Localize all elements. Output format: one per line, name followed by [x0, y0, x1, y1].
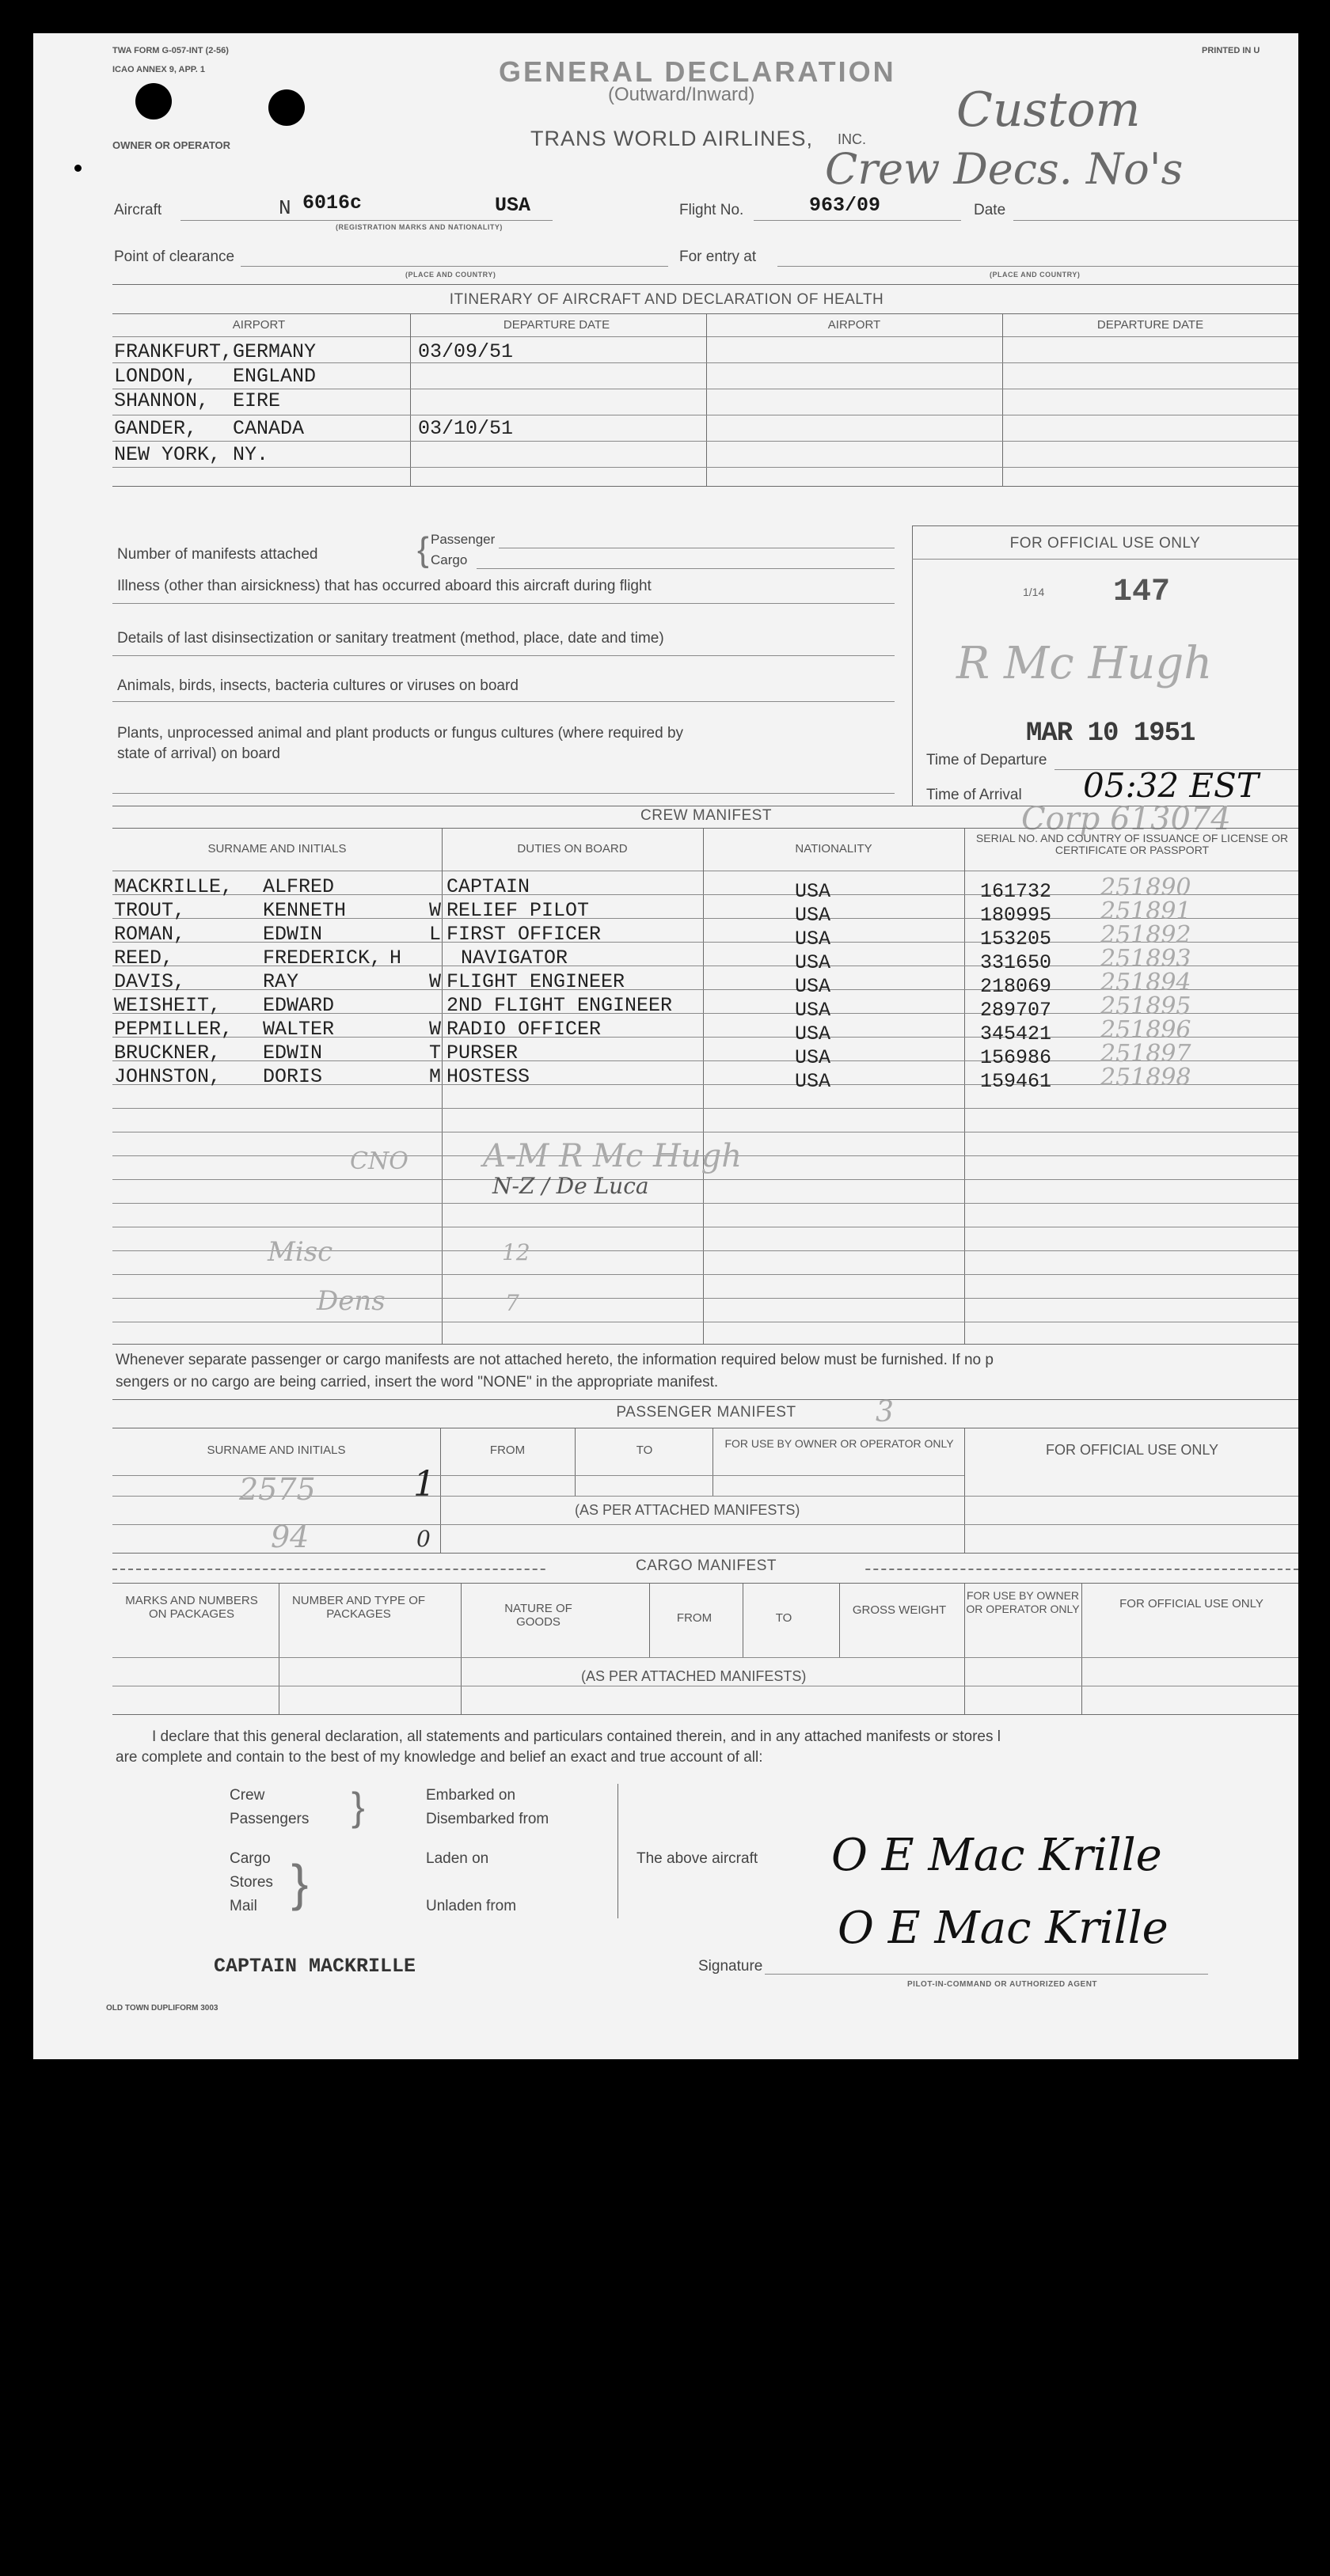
- registration-caption: (REGISTRATION MARKS AND NATIONALITY): [336, 223, 503, 231]
- official-stamp-number: 147: [1113, 575, 1171, 610]
- crew-surname: DAVIS,: [114, 970, 186, 993]
- crew-duty: 2ND FLIGHT ENGINEER: [446, 994, 673, 1017]
- printed-in: PRINTED IN U: [1202, 46, 1260, 55]
- signature-pilot: O E Mac Krille: [838, 1903, 1168, 1954]
- cargo-header-marks: MARKS AND NUMBERS ON PACKAGES: [125, 1594, 258, 1621]
- declaration-unladen-label: Unladen from: [426, 1898, 517, 1914]
- aircraft-nationality: USA: [495, 194, 531, 217]
- crew-serial: 161732: [980, 880, 1052, 903]
- cargo-header-number: NUMBER AND TYPE OF PACKAGES: [291, 1594, 426, 1621]
- crew-duty: FIRST OFFICER: [446, 923, 602, 946]
- crew-initial: W: [429, 970, 442, 993]
- crew-surname: REED,: [114, 947, 174, 969]
- crew-serial-handwritten: 251894: [1100, 969, 1191, 996]
- crew-surname: JOHNSTON,: [114, 1065, 222, 1088]
- itinerary-title: ITINERARY OF AIRCRAFT AND DECLARATION OF HEALTH: [449, 291, 884, 308]
- crew-serial-handwritten: 251897: [1100, 1040, 1191, 1068]
- flight-label: Flight No.: [679, 202, 744, 218]
- crew-serial-handwritten: 251892: [1100, 921, 1191, 949]
- crew-first-name: EDWIN: [263, 923, 323, 946]
- passenger-handwritten-1b: 1: [413, 1464, 435, 1504]
- crew-duty: RADIO OFFICER: [446, 1018, 602, 1041]
- passenger-attached-note: (AS PER ATTACHED MANIFESTS): [575, 1502, 800, 1518]
- itinerary-departure-date: 03/09/51: [418, 340, 514, 363]
- crew-manifest-title: CREW MANIFEST: [640, 807, 772, 824]
- crew-serial: 156986: [980, 1046, 1052, 1069]
- crew-initial: W: [429, 899, 442, 922]
- crew-surname: ROMAN,: [114, 923, 186, 946]
- crew-serial-handwritten: 251891: [1100, 897, 1191, 925]
- cargo-header-weight: GROSS WEIGHT: [852, 1603, 947, 1617]
- crew-initial: T: [429, 1041, 442, 1064]
- crew-duty: CAPTAIN: [446, 875, 530, 898]
- disinsectization-label: Details of last disinsectization or sanitary treatment (method, place, date and time): [117, 630, 664, 647]
- itinerary-departure-date: 03/10/51: [418, 417, 514, 440]
- crew-nationality: USA: [795, 880, 831, 903]
- declaration-text-2: are complete and contain to the best of my knowledge and belief an exact and true account of all:: [116, 1749, 763, 1766]
- manifests-brace: {: [417, 530, 429, 569]
- crew-handwritten-dens: Dens: [317, 1285, 386, 1317]
- declaration-form: [33, 33, 1298, 2059]
- crew-nationality: USA: [795, 928, 831, 950]
- cargo-header-from: FROM: [676, 1611, 712, 1625]
- passenger-handwritten-1: 2575: [239, 1472, 316, 1507]
- official-stamp-small: 1/14: [1023, 586, 1045, 598]
- handwritten-note-crew: Crew Decs. No's: [825, 144, 1184, 194]
- icao-reference: ICAO ANNEX 9, APP. 1: [112, 65, 205, 74]
- date-label: Date: [974, 202, 1006, 218]
- declaration-stores-label: Stores: [230, 1874, 273, 1891]
- crew-serial: 345421: [980, 1022, 1052, 1045]
- itinerary-airport: NEW YORK, NY.: [114, 443, 269, 466]
- clearance-caption: (PLACE AND COUNTRY): [405, 271, 496, 279]
- declaration-embarked-label: Embarked on: [426, 1787, 516, 1804]
- declaration-above-aircraft: The above aircraft: [636, 1850, 758, 1867]
- passenger-header-from: FROM: [489, 1444, 526, 1457]
- passenger-header-surname: SURNAME AND INITIALS: [207, 1444, 346, 1457]
- crew-serial: 331650: [980, 951, 1052, 974]
- cargo-manifest-title: CARGO MANIFEST: [548, 1557, 864, 1575]
- owner-operator-label: OWNER OR OPERATOR: [112, 139, 231, 151]
- crew-nationality: USA: [795, 1022, 831, 1045]
- entry-label: For entry at: [679, 248, 757, 265]
- crew-serial-handwritten: 251890: [1100, 874, 1191, 901]
- crew-row-rule: [112, 1108, 1298, 1109]
- crew-handwritten-nz: N-Z / De Luca: [492, 1173, 649, 1199]
- illness-label: Illness (other than airsickness) that has occurred aboard this aircraft during flight: [117, 578, 652, 594]
- manifest-instructions: Whenever separate passenger or cargo manifests are not attached hereto, the information required below must be furnished. If no p: [116, 1352, 994, 1368]
- crew-header-duties: DUTIES ON BOARD: [517, 842, 628, 856]
- crew-first-name: EDWARD: [263, 994, 335, 1017]
- crew-serial: 289707: [980, 999, 1052, 1022]
- crew-nationality: USA: [795, 999, 831, 1022]
- crew-nationality: USA: [795, 904, 831, 927]
- crew-serial-handwritten: 251893: [1100, 945, 1191, 973]
- brace-icon: }: [291, 1854, 309, 1911]
- crew-initial: M: [429, 1065, 442, 1088]
- signature-label: Signature: [698, 1958, 763, 1975]
- crew-surname: BRUCKNER,: [114, 1041, 222, 1064]
- crew-header-surname: SURNAME AND INITIALS: [207, 842, 347, 856]
- passenger-handwritten-count: 3: [876, 1396, 894, 1428]
- crew-duty: RELIEF PILOT: [446, 899, 590, 922]
- crew-first-name: KENNETH: [263, 899, 347, 922]
- crew-duty: FLIGHT ENGINEER: [446, 970, 625, 993]
- itinerary-header-departure-2: DEPARTURE DATE: [1096, 318, 1204, 332]
- declaration-disembarked-label: Disembarked from: [426, 1811, 549, 1827]
- crew-header-serial: SERIAL NO. AND COUNTRY OF ISSUANCE OF LICENSE OR CERTIFICATE OR PASSPORT: [975, 832, 1289, 856]
- official-initials: R Mc Hugh: [956, 638, 1213, 689]
- manifest-instructions-2: sengers or no cargo are being carried, insert the word "NONE" in the appropriate manifest.: [116, 1374, 719, 1390]
- crew-nationality: USA: [795, 1070, 831, 1093]
- aircraft-label: Aircraft: [114, 202, 162, 218]
- manifests-label: Number of manifests attached: [117, 546, 318, 563]
- cargo-header-nature: NATURE OF GOODS: [504, 1602, 572, 1629]
- crew-handwritten-dens-count: 7: [505, 1290, 519, 1316]
- crew-note: Corp 613074: [1021, 801, 1231, 837]
- crew-duty: NAVIGATOR: [461, 947, 568, 969]
- crew-serial: 159461: [980, 1070, 1052, 1093]
- crew-nationality: USA: [795, 975, 831, 998]
- signature-caption: PILOT-IN-COMMAND OR AUTHORIZED AGENT: [907, 1980, 1098, 1989]
- crew-header-nationality: NATIONALITY: [795, 842, 872, 856]
- form-subtitle: (Outward/Inward): [608, 84, 755, 105]
- crew-nationality: USA: [795, 1046, 831, 1069]
- manifest-passenger-label: Passenger: [431, 532, 496, 547]
- crew-first-name: RAY: [263, 970, 299, 993]
- crew-initial: W: [429, 1018, 442, 1041]
- cargo-header-owner: FOR USE BY OWNER OR OPERATOR ONLY: [966, 1589, 1080, 1615]
- itinerary-header-departure: DEPARTURE DATE: [503, 318, 610, 332]
- crew-first-name: EDWIN: [263, 1041, 323, 1064]
- crew-first-name: FREDERICK,: [263, 947, 382, 969]
- cargo-attached-note: (AS PER ATTACHED MANIFESTS): [581, 1668, 807, 1684]
- crew-row-rule: [112, 1203, 1298, 1204]
- signature-above-aircraft: O E Mac Krille: [831, 1830, 1162, 1881]
- crew-surname: PEPMILLER,: [114, 1018, 234, 1041]
- cargo-header-official: FOR OFFICIAL USE ONLY: [1119, 1597, 1264, 1610]
- airline-name: TRANS WORLD AIRLINES,: [530, 127, 814, 150]
- crew-serial: 180995: [980, 904, 1052, 927]
- passenger-handwritten-2b: 0: [416, 1526, 431, 1552]
- brace-icon: }: [352, 1785, 365, 1829]
- itinerary-airport: LONDON, ENGLAND: [114, 365, 317, 388]
- cargo-header-to: TO: [775, 1611, 792, 1625]
- crew-handwritten-misc: Misc: [268, 1236, 333, 1268]
- declaration-text: I declare that this general declaration, all statements and particulars contained therein, and in any attached manifests or stores l: [152, 1728, 1001, 1745]
- declaration-crew-label: Crew: [230, 1787, 265, 1804]
- flight-number: 963/09: [809, 194, 881, 217]
- aircraft-prefix: N: [279, 196, 291, 220]
- date-stamp: MAR 10 1951: [1026, 719, 1195, 749]
- plants-label: Plants, unprocessed animal and plant products or fungus cultures (where required by: [117, 725, 684, 742]
- crew-handwritten-cno: CNO: [350, 1148, 408, 1175]
- crew-surname: WEISHEIT,: [114, 994, 222, 1017]
- passenger-header-owner: FOR USE BY OWNER OR OPERATOR ONLY: [724, 1437, 954, 1450]
- crew-first-name: WALTER: [263, 1018, 335, 1041]
- punch-hole-left: [135, 83, 172, 120]
- itinerary-airport: SHANNON, EIRE: [114, 389, 281, 412]
- plants-label-2: state of arrival) on board: [117, 745, 280, 762]
- crew-surname: TROUT,: [114, 899, 186, 922]
- aircraft-registration: 6016c: [302, 192, 363, 214]
- crew-nationality: USA: [795, 951, 831, 974]
- declaration-laden-label: Laden on: [426, 1850, 489, 1867]
- crew-first-name: DORIS: [263, 1065, 323, 1088]
- passenger-handwritten-2: 94: [271, 1519, 310, 1554]
- time-of-arrival-label: Time of Arrival: [926, 787, 1022, 803]
- crew-initial: L: [429, 923, 442, 946]
- typed-captain-name: CAPTAIN MACKRILLE: [214, 1955, 416, 1978]
- passenger-header-official: FOR OFFICIAL USE ONLY: [1045, 1442, 1219, 1458]
- passenger-header-to: TO: [636, 1444, 653, 1457]
- crew-duty: PURSER: [446, 1041, 519, 1064]
- declaration-mail-label: Mail: [230, 1898, 257, 1914]
- animals-label: Animals, birds, insects, bacteria cultures or viruses on board: [117, 677, 519, 694]
- itinerary-header-airport: AIRPORT: [232, 318, 286, 332]
- crew-serial: 153205: [980, 928, 1052, 950]
- form-number: TWA FORM G-057-INT (2-56): [112, 46, 229, 55]
- airline-inc: INC.: [838, 131, 866, 147]
- crew-first-name: ALFRED: [263, 875, 335, 898]
- crew-row-rule: [112, 1274, 1298, 1275]
- punch-hole-right: [268, 89, 305, 126]
- handwritten-note-custom: Custom: [956, 82, 1141, 138]
- crew-surname: MACKRILLE,: [114, 875, 234, 898]
- itinerary-header-airport-2: AIRPORT: [827, 318, 881, 332]
- crew-row-rule: [112, 1298, 1298, 1299]
- crew-serial-handwritten: 251896: [1100, 1016, 1191, 1044]
- crew-handwritten-misc-count: 12: [502, 1239, 530, 1265]
- declaration-cargo-label: Cargo: [230, 1850, 271, 1867]
- itinerary-airport: GANDER, CANADA: [114, 417, 305, 440]
- passenger-manifest-title: PASSENGER MANIFEST: [616, 1404, 796, 1421]
- time-of-arrival-value: 05:32 EST: [1083, 766, 1259, 805]
- punch-hole-small: [74, 165, 82, 172]
- crew-handwritten-names: A-M R Mc Hugh: [483, 1138, 742, 1174]
- time-of-departure-label: Time of Departure: [926, 752, 1047, 768]
- crew-serial: 218069: [980, 975, 1052, 998]
- form-title: GENERAL DECLARATION: [499, 55, 896, 88]
- crew-initial: H: [390, 947, 402, 969]
- entry-caption: (PLACE AND COUNTRY): [990, 271, 1081, 279]
- itinerary-airport: FRANKFURT,GERMANY: [114, 340, 317, 363]
- clearance-label: Point of clearance: [114, 248, 235, 265]
- declaration-passengers-label: Passengers: [230, 1811, 310, 1827]
- crew-serial-handwritten: 251895: [1100, 992, 1191, 1020]
- official-use-title: FOR OFFICIAL USE ONLY: [1009, 535, 1201, 552]
- crew-row-rule: [112, 1179, 1298, 1180]
- footer-form-name: OLD TOWN DUPLIFORM 3003: [106, 2004, 218, 2013]
- crew-serial-handwritten: 251898: [1100, 1064, 1191, 1091]
- manifest-cargo-label: Cargo: [431, 552, 468, 567]
- crew-duty: HOSTESS: [446, 1065, 530, 1088]
